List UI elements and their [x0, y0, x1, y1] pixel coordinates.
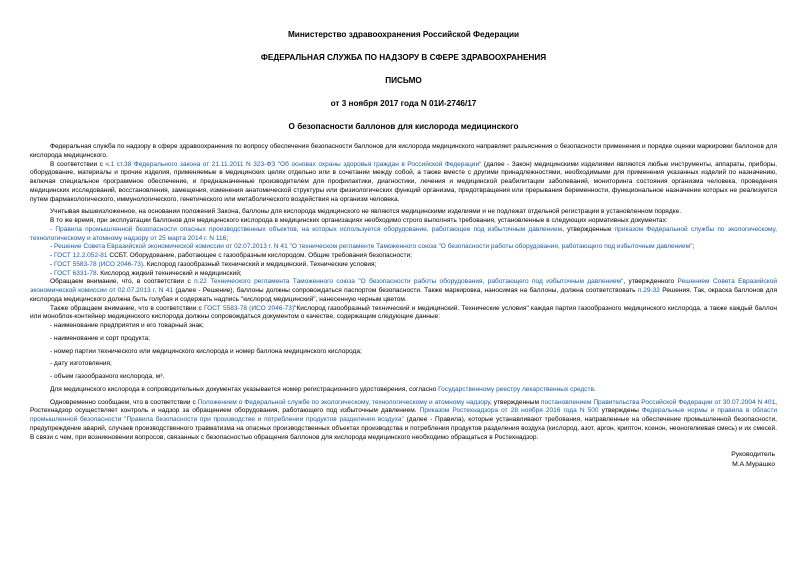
link-order-500[interactable]: Приказом Ростехнадзора от 28 ноября 2016 года N 500	[419, 407, 599, 415]
link-tr-ts-p22[interactable]: п.22 Технического регламента Таможенного союза "О безопасности работы оборудования, работающего под избыточным давлением"	[194, 278, 624, 286]
link-government-decree-401[interactable]: постановлением Правительства Российской Федерации от 30.07.2004 N 401	[540, 398, 776, 406]
link-industrial-safety-rules[interactable]: - Правила промышленной безопасности опасных производственных объектов, на которых используется оборудование, работающее под избыточным давлением	[50, 225, 563, 233]
link-gost-12-2-052[interactable]: ГОСТ 12.2.052-81	[54, 252, 108, 259]
link-gost-6331[interactable]: ГОСТ 6331-78	[54, 269, 97, 277]
link-law-323fz[interactable]: ч.1 ст.38 Федерального закона от 21.11.2011 N 323-ФЗ "Об основах охраны здоровья граждан в Российской Федерации"	[105, 160, 482, 168]
document-body	[30, 143, 777, 442]
link-gost-5583-2[interactable]: ГОСТ 5583-78 (ИСО 2046-73)	[204, 304, 295, 312]
paragraph-passport-marking: Обращаем внимание, что, в соответствии с п.22 Технического регламента Таможенного союза "О безопасности работы оборудования, работающего под избыточным давлением", утвержденного Решением Совета Евразийской экономической комиссии от 02.07.2013 г. N 41 (далее - Решение), баллоны должны сопровождаться паспортом безопасности. Также маркировка, наносимая на баллоны, должна соответствовать п.29-32 Решения. Так, окраска баллонов для кислорода медицинского должна быть голубая и содержать надпись "кислород медицинский", нанесенную черным цветом.	[30, 278, 777, 303]
list-item-gost-5583: - ГОСТ 5583-78 (ИСО 2046-73). Кислород газообразный технический и медицинский. Технические условия;	[50, 260, 377, 268]
paragraph-law-definition: В соответствии с ч.1 ст.38 Федерального закона от 21.11.2011 N 323-ФЗ "Об основах охраны здоровья граждан в Российской Федерации" (далее - Закон) медицинскими изделиями являются любые инструменты, аппараты, приборы, оборудование, материалы и прочие изделия, применяемые в медицинских целях отдельно или в сочетании между собой, а также вместе с другими принадлежностями, необходимыми для применения указанных изделий по назначению, включая специальное программное обеспечение, и предназначенные производителем для профилактики, диагностики, лечения и медицинской реабилитации заболеваний, мониторинга состояния организма человека, проведения медицинских исследований, восстановления, замещения, изменения анатомической структуры или физиологических функций организма, предотвращения или прерывания беременности, функциональное назначение которых не реализуется путем фармакологического, иммунологического, генетического или метаболического воздействия на организм человека.	[30, 160, 777, 203]
list-item-gost-6331: - ГОСТ 6331-78. Кислород жидкий технический и медицинский;	[50, 269, 242, 277]
paragraph-conclusion: Учитывая вышеизложенное, на основании положений Закона, баллоны для кислорода медицинского не являются медицинскими изделиями и не подлежат отдельной регистрации в установленном порядке.	[50, 208, 682, 216]
paragraph-requirements: В то же время, при эксплуатации баллонов для медицинского кислорода в медицинских организациях необходимо строго выполнять требования, установленные в следующих нормативных документах:	[50, 217, 668, 224]
ministry-name: Министерство здравоохранения Российской Федерации	[287, 30, 520, 39]
list-item-product: - наименование и сорт продукта;	[50, 334, 150, 342]
list-item-rules: - Правила промышленной безопасности опасных производственных объектов, на которых используется оборудование, работающее под избыточным давлением, утвержденные приказом Федеральной службы по экологическому, технологическому и атомному надзору от 25 марта 2014 г. N 116;	[30, 225, 777, 242]
list-item-enterprise: - наименование предприятия и его товарный знак;	[50, 322, 204, 329]
link-eec-decision-41[interactable]: Решение Совета Евразийской экономической комиссии от 02.07.2013 г. N 41	[54, 243, 288, 251]
signature-name: М.А.Мурашко	[732, 461, 775, 469]
link-rostekhnadzor-order-116[interactable]: приказом Федеральной службы по экологическому, технологическому и атомному надзору от 25 марта 2014 г. N 116	[30, 225, 777, 242]
link-rostekhnadzor-regulation[interactable]: Положением о Федеральной службе по экологическому, технологическому и атомному надзору	[197, 398, 491, 406]
service-name: ФЕДЕРАЛЬНАЯ СЛУЖБА ПО НАДЗОРУ В СФЕРЕ ЗДРАВООХРАНЕНИЯ	[260, 53, 547, 62]
link-eec-decision-41-2[interactable]: Решением Совета Евразийской экономической комиссии от 02.07.2013 г. N 41	[30, 278, 777, 294]
paragraph-intro: Федеральная служба по надзору в сфере здравоохранения по вопросу обеспечения безопасности баллонов для кислорода медицинского направляет разъяснения о безопасности применения и порядке оценки маркировки баллонов для кислорода медицинского.	[30, 143, 777, 159]
list-item-volume: - объем газообразного кислорода, м³.	[50, 373, 165, 380]
list-item-gost-12-2-052: - ГОСТ 12.2.052-81 ССБТ. Оборудование, работающее с газообразным кислородом. Общие требования безопасности;	[50, 252, 412, 259]
link-p29-32[interactable]: п.29-32	[637, 287, 660, 294]
link-tr-ts-pressure[interactable]: "О техническом регламенте Таможенного союза "О безопасности работы оборудования, работающего под избыточным давлением"	[289, 243, 693, 251]
document-date-number: от 3 ноября 2017 года N 01И-2746/17	[330, 99, 477, 108]
signature-position: Руководитель	[731, 451, 775, 459]
link-gost-5583[interactable]: ГОСТ 5583-78 (ИСО 2046-73)	[54, 260, 144, 268]
link-air-separation-rules[interactable]: Федеральные нормы и правила в области промышленной безопасности "Правила безопасности при производстве и потреблении продуктов разделения воздуха"	[30, 407, 777, 423]
document-type: ПИСЬМО	[385, 76, 422, 85]
list-item-batch-number: - номер партии технического или медицинского кислорода и номер баллона медицинского кислорода;	[50, 347, 362, 355]
document-header	[30, 30, 777, 132]
link-drug-registry[interactable]: Государственному реестру лекарственных средств	[438, 385, 595, 393]
paragraph-registration: Для медицинского кислорода в сопроводительных документах указывается номер регистрационного удостоверения, согласно Государственному реестру лекарственных средств.	[50, 385, 596, 393]
list-item-eec-decision: - Решение Совета Евразийской экономической комиссии от 02.07.2013 г. N 41 "О техническом регламенте Таможенного союза "О безопасности работы оборудования, работающего под избыточным давлением";	[50, 243, 695, 251]
paragraph-quality-document: Также обращаем внимание, что в соответствии с ГОСТ 5583-78 (ИСО 2046-73)"Кислород газообразный технический и медицинский. Технические условия" каждая партия газообразного медицинского кислорода, а также каждый баллон или моноблок-контейнер медицинского кислорода должны сопровождаться документом о качестве, содержащим следующие данные:	[30, 304, 777, 321]
list-item-manufacture-date: - дату изготовления;	[50, 360, 112, 368]
signature-block	[30, 450, 777, 470]
paragraph-rostekhnadzor: Одновременно сообщаем, что в соответствии с Положением о Федеральной службе по экологическому, технологическому и атомному надзору, утвержденным постановлением Правительства Российской Федерации от 30.07.2004 N 401, Ростехнадзор осуществляет контроль и надзор за обращением оборудования, работающего под избыточным давлением. Приказом Ростехнадзора от 28 ноября 2016 года N 500 утверждены Федеральные нормы и правила в области промышленной безопасности "Правила безопасности при производстве и потреблении продуктов разделения воздуха" (далее - Правила), которые устанавливают требования, направленные на обеспечение промышленной безопасности, предупреждение аварий, случаев производственного травматизма на опасных производственных объектах производства и потребления продуктов разделения воздуха (кислород, азот, аргон, криптон, ксенон, неоногелиевая смесь) и их смесей. В связи с чем, при возникновении вопросов, связанных с безопасностью обращения баллонов для кислорода медицинского необходимо обращаться в Ростехнадзор.	[30, 398, 777, 441]
document-subject: О безопасности баллонов для кислорода медицинского	[288, 122, 519, 131]
